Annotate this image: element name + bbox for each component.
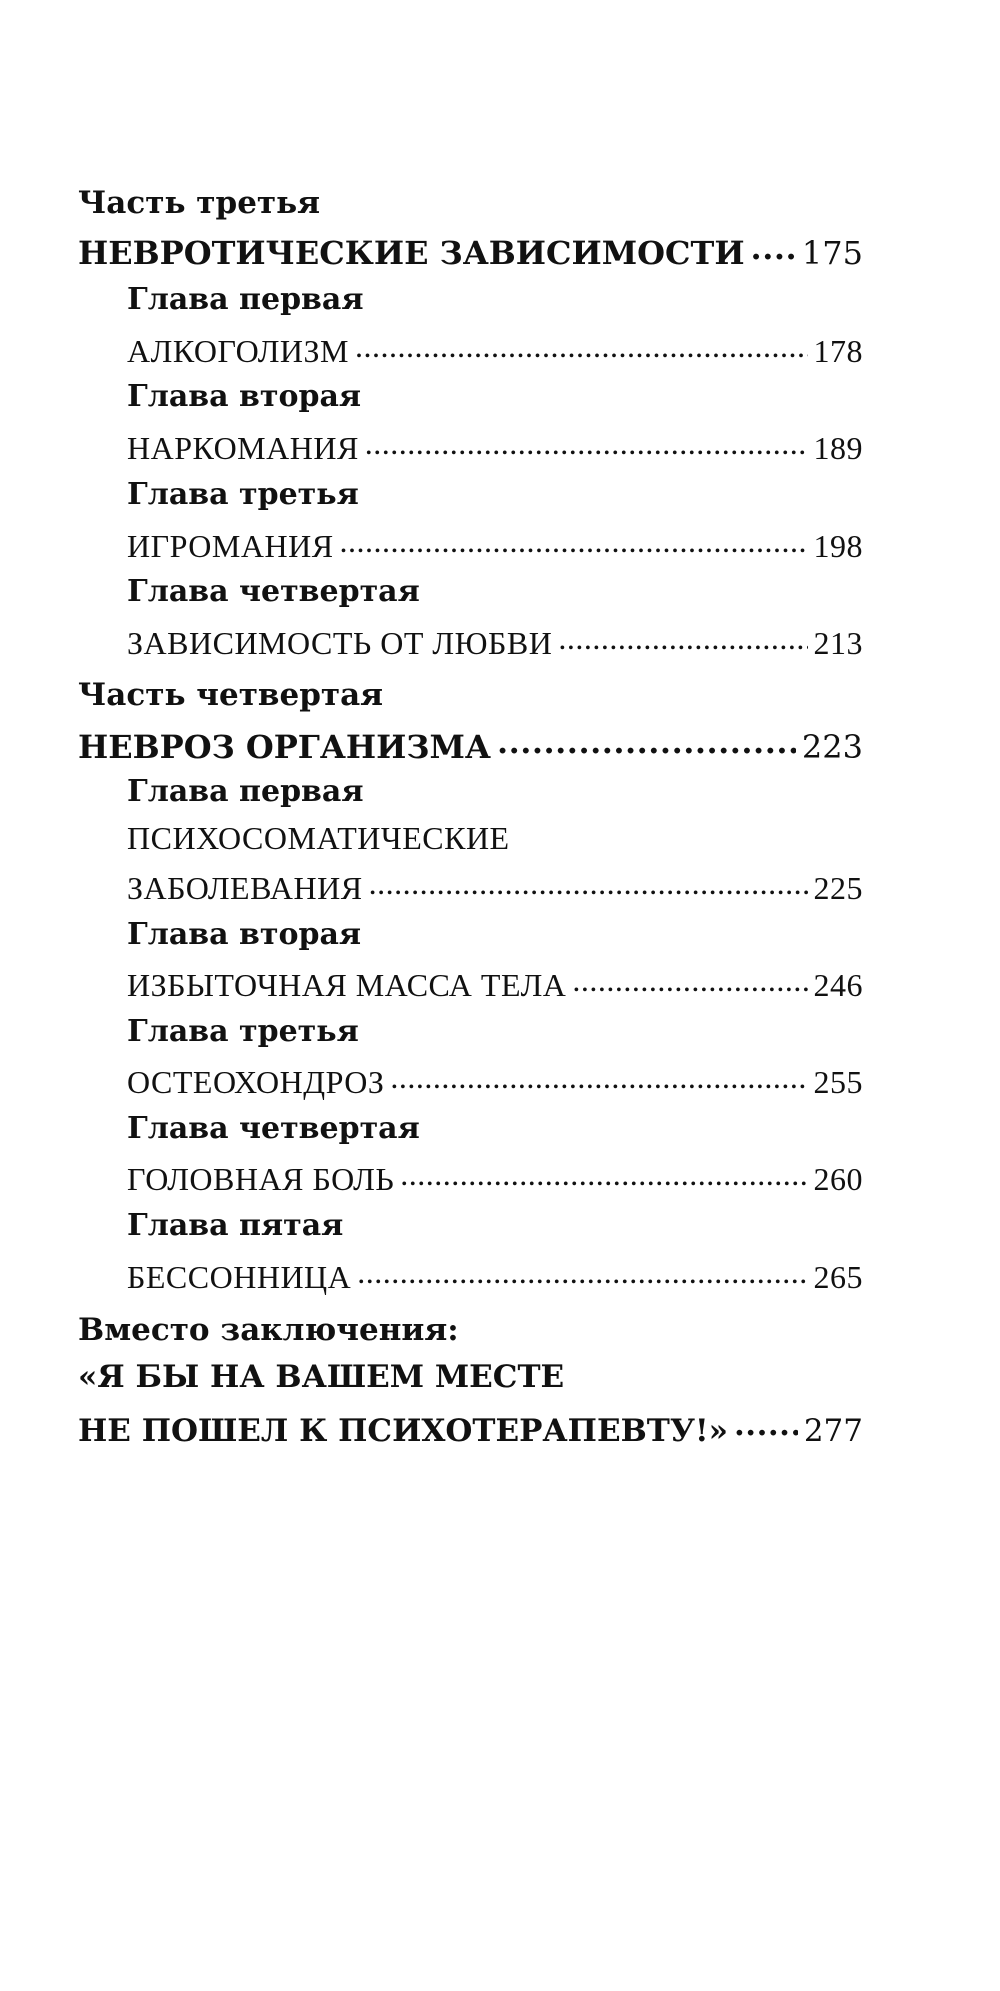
leader-dots xyxy=(572,964,807,996)
page-number: 277 xyxy=(803,1413,863,1449)
part-entry[interactable] xyxy=(78,232,863,272)
chapter-title: ЗАВИСИМОСТЬ ОТ ЛЮБВИ xyxy=(127,625,553,661)
conclusion-entry[interactable] xyxy=(78,1410,863,1447)
page-number: 246 xyxy=(813,967,863,1003)
conclusion-label: Вместо заключения: xyxy=(78,1312,459,1348)
part-label: Часть третья xyxy=(78,185,321,221)
part-title: НЕВРОЗ ОРГАНИЗМА xyxy=(78,728,491,766)
chapter-entry[interactable] xyxy=(127,622,863,659)
chapter-title-line: ПСИХОСОМАТИЧЕСКИЕ xyxy=(127,820,510,856)
leader-dots xyxy=(558,622,807,654)
chapter-entry[interactable] xyxy=(127,330,863,367)
chapter-title: АЛКОГОЛИЗМ xyxy=(127,333,349,369)
part-title: НЕВРОТИЧЕСКИЕ ЗАВИСИМОСТИ xyxy=(78,234,745,272)
leader-dots xyxy=(365,427,808,459)
leader-dots xyxy=(390,1061,807,1093)
chapter-entry[interactable] xyxy=(127,964,863,1001)
conclusion-title-line: «Я БЫ НА ВАШЕМ МЕСТЕ xyxy=(78,1359,565,1395)
chapter-label: Глава третья xyxy=(127,1014,359,1049)
chapter-label: Глава вторая xyxy=(127,917,362,952)
page-number: 178 xyxy=(813,333,863,369)
leader-dots xyxy=(734,1410,798,1441)
chapter-entry[interactable] xyxy=(127,1061,863,1098)
chapter-title: ИЗБЫТОЧНАЯ МАССА ТЕЛА xyxy=(127,967,567,1003)
chapter-title: БЕССОННИЦА xyxy=(127,1259,352,1295)
chapter-label: Глава третья xyxy=(127,477,359,512)
page-number: 175 xyxy=(801,234,863,272)
part-entry[interactable] xyxy=(78,726,863,766)
page-number: 198 xyxy=(813,528,863,564)
page-number: 260 xyxy=(813,1161,863,1197)
page-number: 255 xyxy=(813,1064,863,1100)
chapter-title: НАРКОМАНИЯ xyxy=(127,430,359,466)
leader-dots xyxy=(751,232,796,264)
chapter-title: ЗАБОЛЕВАНИЯ xyxy=(127,870,363,906)
page-number: 223 xyxy=(801,728,863,766)
chapter-label: Глава четвертая xyxy=(127,1111,420,1146)
chapter-label: Глава вторая xyxy=(127,379,362,414)
chapter-entry[interactable] xyxy=(127,1256,863,1293)
chapter-entry[interactable] xyxy=(127,1158,863,1195)
leader-dots xyxy=(497,726,796,758)
chapter-title: ОСТЕОХОНДРОЗ xyxy=(127,1064,385,1100)
chapter-label: Глава пятая xyxy=(127,1208,344,1243)
chapter-entry[interactable] xyxy=(127,525,863,562)
leader-dots xyxy=(369,867,808,899)
leader-dots xyxy=(355,330,808,362)
page-number: 189 xyxy=(813,430,863,466)
page-number: 225 xyxy=(813,870,863,906)
part-label: Часть четвертая xyxy=(78,677,384,713)
chapter-label: Глава первая xyxy=(127,282,364,317)
chapter-entry[interactable] xyxy=(127,867,863,904)
chapter-label: Глава первая xyxy=(127,774,364,809)
chapter-title: ИГРОМАНИЯ xyxy=(127,528,334,564)
leader-dots xyxy=(400,1158,807,1190)
chapter-entry[interactable] xyxy=(127,427,863,464)
conclusion-title: НЕ ПОШЕЛ К ПСИХОТЕРАПЕВТУ!» xyxy=(78,1413,728,1449)
page-number: 265 xyxy=(813,1259,863,1295)
page-number: 213 xyxy=(813,625,863,661)
chapter-title: ГОЛОВНАЯ БОЛЬ xyxy=(127,1161,395,1197)
chapter-label: Глава четвертая xyxy=(127,574,420,609)
leader-dots xyxy=(357,1256,807,1288)
leader-dots xyxy=(340,525,808,557)
